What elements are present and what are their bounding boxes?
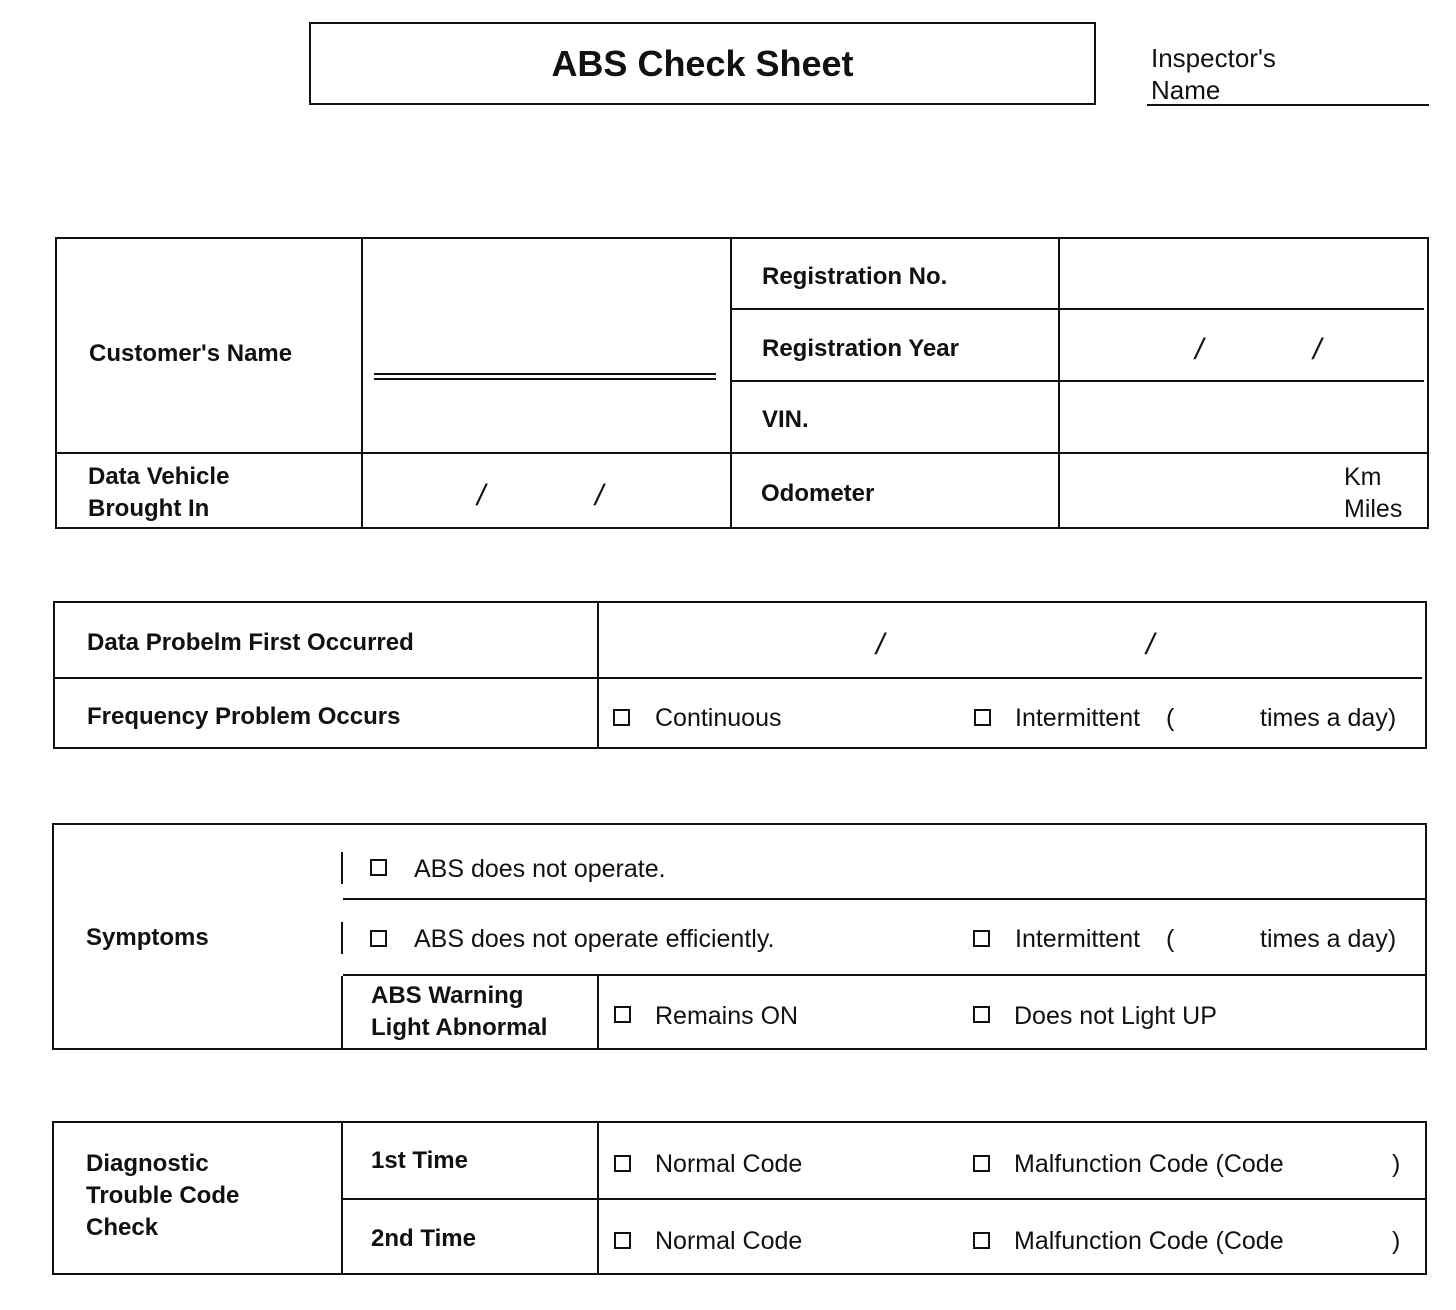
table-divider: [1058, 237, 1060, 529]
odometer-label: Odometer: [761, 480, 875, 507]
paren-open: (: [1166, 925, 1175, 953]
intermittent-label: Intermittent: [1015, 704, 1141, 732]
date-separator: /: [1146, 628, 1155, 661]
continuous-checkbox[interactable]: [613, 709, 630, 726]
does-not-light-label: Does not Light UP: [1014, 1002, 1217, 1030]
second-normal-code-label: Normal Code: [655, 1227, 803, 1255]
table-divider: [730, 237, 732, 529]
registration-no-field[interactable]: [1062, 240, 1424, 306]
table-divider: [341, 922, 343, 954]
paren-close: ): [1392, 1150, 1401, 1178]
table-divider: [343, 898, 1425, 900]
warning-light-label: [371, 980, 547, 1044]
table-divider: [597, 976, 599, 1050]
remains-on-label: Remains ON: [655, 1002, 799, 1030]
vin-label: VIN.: [762, 406, 809, 433]
vin-field[interactable]: [1062, 384, 1424, 450]
dtc-label-line3: Check: [86, 1214, 159, 1241]
warning-light-line1: ABS Warning: [371, 982, 524, 1009]
unit-miles: Miles: [1344, 495, 1403, 523]
table-divider: [361, 237, 363, 529]
not-operate-label: ABS does not operate.: [414, 855, 666, 883]
table-divider: [341, 852, 343, 884]
table-divider: [343, 1198, 1425, 1200]
customer-name-label: Customer's Name: [89, 340, 293, 367]
not-efficient-label: ABS does not operate efficiently.: [414, 925, 775, 953]
inspector-label-line2: Name: [1151, 75, 1221, 105]
first-time-label: 1st Time: [371, 1147, 468, 1174]
remains-on-checkbox[interactable]: [614, 1006, 631, 1023]
table-divider: [732, 308, 1424, 310]
date-separator: /: [876, 628, 885, 661]
table-divider: [732, 380, 1424, 382]
not-efficient-checkbox[interactable]: [370, 930, 387, 947]
date-separator: /: [477, 479, 486, 512]
second-malfunction-label: Malfunction Code (Code: [1014, 1227, 1284, 1255]
symptoms-label: Symptoms: [86, 924, 209, 951]
dtc-label: [86, 1148, 239, 1244]
date-brought-in-line1: Data Vehicle: [88, 463, 230, 490]
first-occurred-label: Data Probelm First Occurred: [87, 629, 414, 656]
customer-name-field[interactable]: [374, 373, 716, 380]
second-normal-code-checkbox[interactable]: [614, 1232, 631, 1249]
table-divider: [341, 976, 343, 1050]
date-brought-in-label: [88, 461, 229, 525]
registration-year-label: Registration Year: [762, 335, 959, 362]
inspector-name-label: [1151, 42, 1431, 106]
table-divider: [55, 452, 1429, 454]
first-normal-code-checkbox[interactable]: [614, 1155, 631, 1172]
second-malfunction-checkbox[interactable]: [973, 1232, 990, 1249]
inspector-label-line1: Inspector's: [1151, 43, 1276, 73]
inspector-name-field[interactable]: [1147, 104, 1429, 106]
page-title: ABS Check Sheet: [309, 22, 1096, 105]
paren-open: (: [1166, 704, 1175, 732]
first-malfunction-label: Malfunction Code (Code: [1014, 1150, 1284, 1178]
table-divider: [53, 677, 1422, 679]
table-divider: [343, 974, 1425, 976]
date-brought-in-line2: Brought In: [88, 495, 210, 522]
first-normal-code-label: Normal Code: [655, 1150, 803, 1178]
frequency-label: Frequency Problem Occurs: [87, 703, 401, 730]
does-not-light-checkbox[interactable]: [973, 1006, 990, 1023]
warning-light-line2: Light Abnormal: [371, 1014, 548, 1041]
times-a-day-label: times a day): [1260, 925, 1397, 953]
second-time-label: 2nd Time: [371, 1225, 476, 1252]
registration-no-label: Registration No.: [762, 263, 948, 290]
symptom-intermittent-label: Intermittent: [1015, 925, 1141, 953]
date-separator: /: [1195, 333, 1204, 366]
date-separator: /: [1313, 333, 1322, 366]
symptom-intermittent-checkbox[interactable]: [973, 930, 990, 947]
first-malfunction-checkbox[interactable]: [973, 1155, 990, 1172]
intermittent-checkbox[interactable]: [974, 709, 991, 726]
dtc-label-line2: Trouble Code: [86, 1182, 240, 1209]
table-divider: [597, 601, 599, 749]
date-separator: /: [595, 479, 604, 512]
continuous-label: Continuous: [655, 704, 782, 732]
not-operate-checkbox[interactable]: [370, 859, 387, 876]
paren-close: ): [1392, 1227, 1401, 1255]
times-a-day-label: times a day): [1260, 704, 1397, 732]
dtc-label-line1: Diagnostic: [86, 1150, 209, 1177]
unit-km: Km: [1344, 463, 1382, 491]
